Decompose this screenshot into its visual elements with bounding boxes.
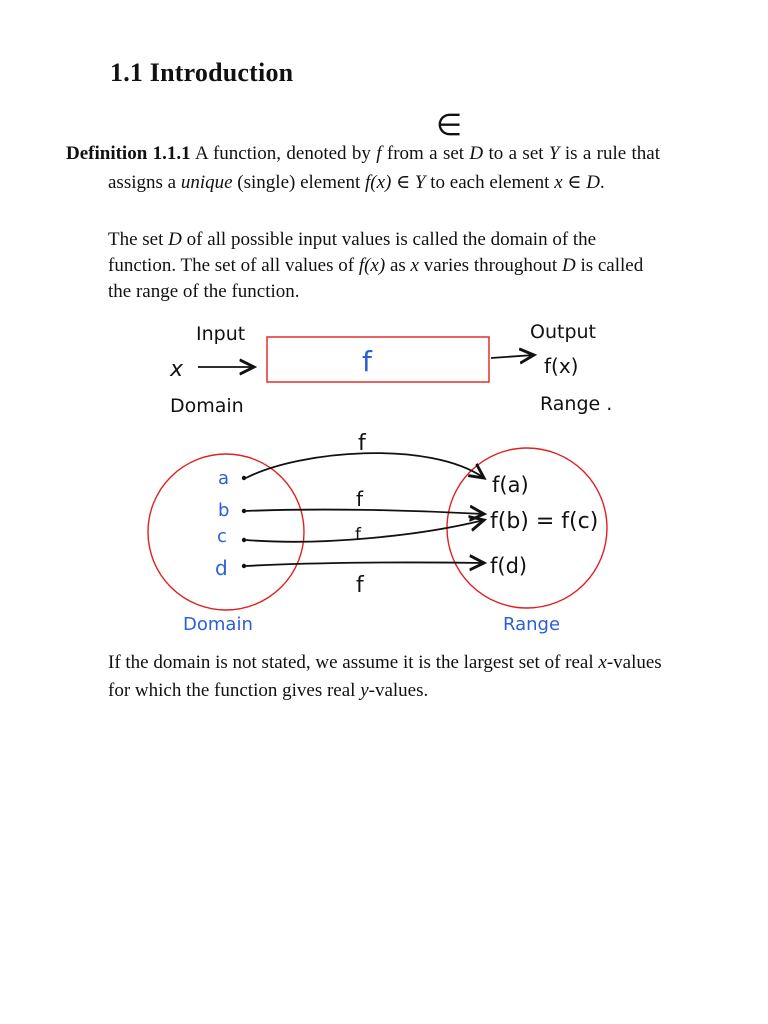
p3-text-1: If the domain is not stated, we assume it is the largest set of real: [108, 652, 599, 673]
definition-text-7: .: [599, 172, 605, 193]
range-label: Range .: [540, 393, 613, 415]
definition-f: f: [376, 143, 382, 164]
p3-text-3: -values.: [368, 680, 429, 701]
dot-b: [242, 509, 246, 513]
p2-fx: f(x): [358, 255, 386, 276]
arrow-d-to-fd: [246, 562, 484, 566]
range-element-fa: f(a): [492, 473, 529, 497]
p3-y: y: [360, 680, 369, 701]
domain-range-paragraph: [108, 227, 662, 305]
dot-c: [242, 538, 246, 542]
p2-text-4: varies throughout: [418, 255, 562, 276]
p2-text-2: of all possible input values is called the domain of the function. The set of all values of: [108, 229, 597, 276]
p3-x: x: [598, 652, 607, 673]
section-heading: 1.1 Introduction: [110, 58, 294, 87]
arrow-a-to-fa: [246, 453, 484, 478]
definition-text-5: (single) element: [232, 172, 365, 193]
range-element-fd: f(d): [490, 554, 528, 578]
arrow-label-c: f: [355, 525, 361, 545]
definition-fx-in-y: f(x) ∈ Y: [364, 172, 426, 193]
definition-text-6: to each element: [425, 172, 555, 193]
arrow-label-b: f: [356, 487, 364, 511]
definition-unique: unique: [180, 172, 233, 193]
p2-set-d: D: [168, 229, 182, 250]
range-element-fb-fc: f(b) = f(c): [490, 509, 599, 534]
domain-element-d: d: [215, 556, 228, 580]
function-diagram: [0, 300, 768, 640]
definition-text-3: to a set: [483, 143, 549, 164]
definition-text-2: from a set: [381, 143, 470, 164]
domain-label: Domain: [170, 395, 244, 417]
arrow-label-a: f: [358, 431, 366, 456]
domain-element-a: a: [218, 468, 230, 489]
p2-text-1: The set: [108, 229, 169, 250]
p2-x: x: [410, 255, 419, 276]
p2-text-5: is called the range of the function.: [108, 255, 644, 302]
p2-text-3: as: [385, 255, 411, 276]
function-box: [267, 337, 489, 382]
fx-label: f(x): [544, 354, 579, 378]
definition-x-in-d: x ∈ D: [554, 172, 600, 193]
range-circle-label: Range: [503, 614, 561, 635]
dot-d: [242, 564, 246, 568]
x-label: x: [170, 357, 184, 382]
definition-set-d: D: [469, 143, 484, 164]
domain-assumption-paragraph: [108, 649, 668, 705]
definition-paragraph: [66, 139, 660, 197]
input-label: Input: [196, 323, 246, 345]
definition-text-4: is a rule that assigns a: [108, 143, 661, 193]
definition-set-y: Y: [548, 143, 560, 164]
output-arrow: [491, 355, 534, 358]
handwritten-element-symbol: ∈: [436, 108, 463, 143]
p3-text-2: -values for which the function gives real: [108, 652, 662, 701]
p2-set-d-2: D: [561, 255, 576, 276]
domain-element-b: b: [218, 500, 230, 521]
domain-circle-label: Domain: [183, 614, 253, 635]
domain-element-c: c: [217, 526, 227, 547]
definition-text-1: A function, denoted by: [190, 143, 377, 164]
output-label: Output: [530, 321, 596, 343]
arrow-label-d: f: [356, 573, 364, 598]
function-box-label: f: [362, 345, 372, 378]
dot-a: [242, 476, 246, 480]
definition-label: Definition 1.1.1: [66, 143, 191, 164]
